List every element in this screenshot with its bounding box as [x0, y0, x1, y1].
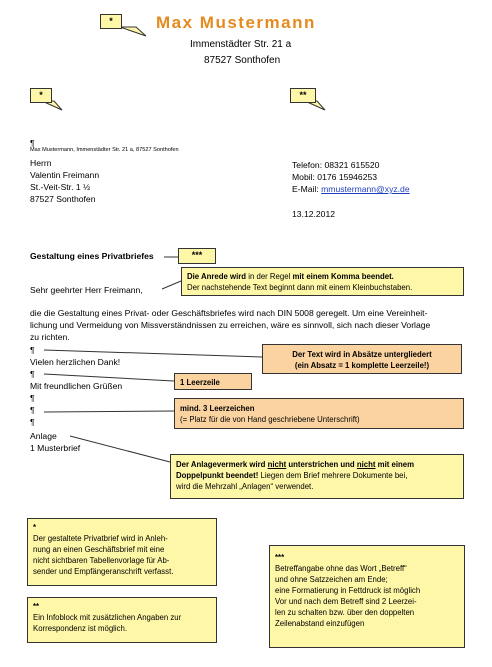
thanks: Vielen herzlichen Dank!: [30, 357, 121, 367]
body-line: die die Gestaltung eines Privat- oder Geschäftsbriefes wird nach DIN 5008 geregelt. Um eine Vereinheit-: [30, 308, 428, 318]
pilcrow: ¶: [30, 405, 35, 415]
letterhead-name: Max Mustermann: [156, 13, 316, 32]
marker-one: *: [100, 14, 122, 29]
letterhead-street: Immenstädter Str. 21 a: [190, 39, 292, 50]
attachment-label: Anlage: [30, 431, 57, 441]
sender-line: Max Mustermann, Immenstädter Str. 21 a, 87527 Sonthofen: [30, 147, 179, 153]
letterhead-city: 87527 Sonthofen: [204, 55, 281, 66]
marker-three: ***: [178, 248, 216, 264]
subject: Gestaltung eines Privatbriefes: [30, 251, 154, 261]
email-link[interactable]: mmustermann@xyz.de: [321, 184, 410, 194]
email-label: E-Mail:: [292, 184, 322, 194]
recipient-line: St.-Veit-Str. 1 ½: [30, 182, 91, 192]
pilcrow: ¶: [30, 417, 35, 427]
note-one-blank: 1 Leerzeile: [174, 373, 252, 390]
pilcrow: ¶: [30, 138, 35, 148]
salutation: Sehr geehrter Herr Freimann,: [30, 285, 143, 295]
pilcrow: ¶: [30, 369, 35, 379]
pilcrow: ¶: [30, 345, 35, 355]
note-three-blank: mind. 3 Leerzeichen (= Platz für die von Hand geschriebene Unterschrift): [174, 398, 464, 429]
footnote-three: *** Betreffangabe ohne das Wort „Betreff“ und ohne Satzzeichen am Ende; eine Formatierung in Fettdruck ist möglich Vor und nach dem Betreff sind 2 Leerzei- len zu schalten bzw. über den doppelten Zeilenabstand einzufügen: [269, 545, 465, 648]
phone: Telefon: 08321 615520: [292, 160, 380, 170]
body-line: lichung und Vermeidung von Missverständnissen zu erreichen, wäre es sinnvoll, sich nach dieser Vorlage: [30, 320, 431, 330]
email-row: [292, 183, 410, 195]
date: 13.12.2012: [292, 209, 336, 219]
attachment-detail: 1 Musterbrief: [30, 443, 81, 453]
note-attachment: Der Anlagevermerk wird nicht unterstrichen und nicht mit einem Doppelpunkt beendet! Liegen dem Brief mehrere Dokumente bei, wird die Mehrzahl „Anlagen“ verwendet.: [170, 454, 464, 499]
footnote-two: ** Ein Infoblock mit zusätzlichen Angaben zur Korrespondenz ist möglich.: [27, 597, 217, 643]
body-line: zu richten.: [30, 332, 70, 342]
footnote-one: * Der gestaltete Privatbrief wird in Anleh- nung an einen Geschäftsbrief mit eine nicht sichtbaren Tabellenvorlage für Ab- sender und Empfängeranschrift verfasst.: [27, 518, 217, 586]
closing: Mit freundlichen Grüßen: [30, 381, 123, 391]
marker-one-left: *: [30, 88, 52, 103]
marker-two: **: [290, 88, 316, 103]
mobile: Mobil: 0176 15946253: [292, 172, 378, 182]
note-paragraphs: Der Text wird in Absätze untergliedert (ein Absatz = 1 komplette Leerzeile!): [262, 344, 462, 374]
recipient-line: Herrn: [30, 158, 52, 168]
recipient-line: Valentin Freimann: [30, 170, 100, 180]
pilcrow: ¶: [30, 393, 35, 403]
recipient-line: 87527 Sonthofen: [30, 194, 96, 204]
note-salutation: Die Anrede wird in der Regel mit einem Komma beendet. Der nachstehende Text beginnt dann mit einem Kleinbuchstaben.: [181, 267, 464, 296]
